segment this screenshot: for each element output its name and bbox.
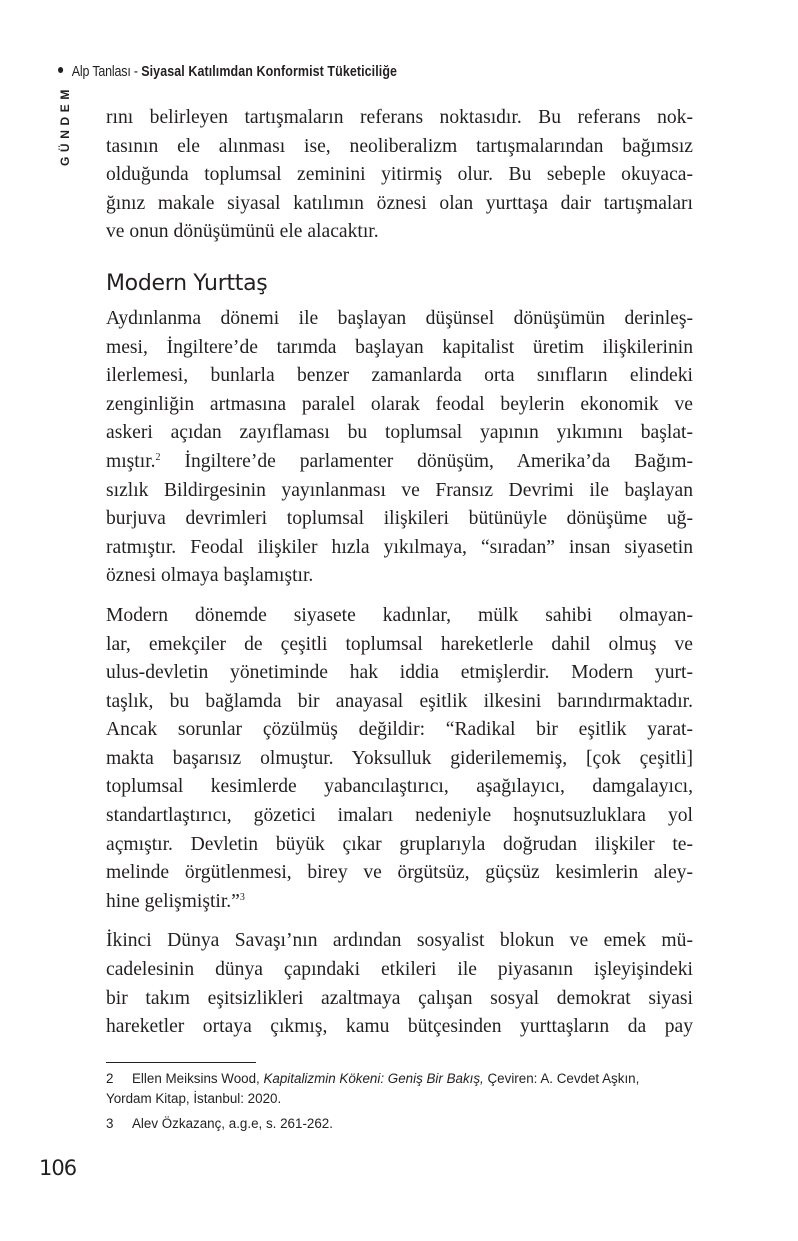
section-heading: Modern Yurttaş [106, 270, 268, 296]
footnote-number: 2 [106, 1071, 114, 1086]
footnote-ref-3[interactable]: 3 [239, 891, 245, 903]
text-line: zenginliğin artmasına paralel olarak feodal beylerin ekonomik ve [106, 393, 693, 415]
text-line: lar, emekçiler de çeşitli toplumsal hareketlerle dahil olmuş ve [106, 633, 693, 655]
text-line: ilerlemesi, bunlarla benzer zamanlarda orta sınıfların elindeki [106, 365, 693, 387]
footnote-divider [106, 1062, 256, 1063]
header-author: Alp Tanlası - [71, 64, 142, 80]
footnote-3 [106, 1114, 696, 1134]
text-line: toplumsal kesimlerde yabancılaştırıcı, aşağılayıcı, damgalayıcı, [106, 776, 693, 798]
text-line: açmıştır. Devletin büyük çıkar gruplarıyla doğrudan ilişkiler te- [106, 833, 693, 855]
text-line: cadelesinin dünya çapındaki etkileri ile piyasanın işleyişindeki [106, 959, 693, 981]
footnote-text: Alev Özkazanç, a.g.e, s. 261-262. [132, 1116, 333, 1131]
text-line: Ancak sorunlar çözülmüş değildir: “Radikal bir eşitlik yarat- [106, 719, 693, 741]
text-line: bir takım eşitsizlikleri azaltmaya çalışan sosyal demokrat siyasi [106, 987, 693, 1009]
page-number: 106 [39, 1156, 77, 1180]
footnote-text: Çeviren: A. Cevdet Aşkın, [483, 1071, 640, 1086]
footnote-book-title: Kapitalizmin Kökeni: Geniş Bir Bakış, [263, 1071, 484, 1086]
text-line: öznesi olmaya başlamıştır. [106, 565, 314, 587]
text-line: askeri açıdan zayıflaması bu toplumsal yapının yıkımını başlat- [106, 422, 693, 444]
text-line: ve onun dönüşümünü ele alacaktır. [106, 221, 379, 243]
footnote-ref-2[interactable]: 2 [155, 451, 161, 463]
text-line: Modern dönemde siyasete kadınlar, mülk sahibi olmayan- [106, 604, 693, 626]
text-line: Aydınlanma dönemi ile başlayan düşünsel dönüşümün derinleş- [106, 307, 693, 329]
text-line: tasının ele alınması ise, neoliberalizm tartışmalarından bağımsız [106, 135, 693, 157]
text-line: olduğunda toplumsal zeminini yitirmiş olur. Bu sebeple okuyaca- [106, 164, 693, 186]
text-line: sızlık Bildirgesinin yayınlanması ve Fransız Devrimi ile başlayan [106, 479, 693, 501]
text-line: hareketler ortaya çıkmış, kamu bütçesinden yurttaşların da pay [106, 1016, 693, 1038]
text-fragment: İngiltere’de parlamenter dönüşüm, Amerika’da Bağım- [160, 450, 693, 472]
paragraph-2 [106, 602, 693, 917]
bullet-icon [58, 67, 63, 73]
header-article-title: Siyasal Katılımdan Konformist Tüketiciliğe [141, 64, 398, 80]
footnote-2 [106, 1069, 696, 1108]
section-tab: GÜNDEM [58, 85, 72, 166]
footnote-text: Yordam Kitap, İstanbul: 2020. [106, 1090, 282, 1106]
text-line: standartlaştırıcı, gözetici imaları nedeniyle hoşnutsuzluklara yol [106, 805, 693, 827]
text-line: rını belirleyen tartışmaların referans noktasıdır. Bu referans nok- [106, 107, 693, 128]
paragraph-1 [106, 305, 693, 591]
text-line: mesi, İngiltere’de tarımda başlayan kapitalist üretim ilişkilerinin [106, 336, 693, 358]
text-line: melinde örgütlenmesi, birey ve örgütsüz, güçsüz kesimlerin aley- [106, 862, 693, 884]
text-line: ratmıştır. Feodal ilişkiler hızla yıkılmaya, “sıradan” insan siyasetin [106, 536, 693, 558]
text-line: burjuva devrimleri toplumsal ilişkileri bütünüyle dönüşüme uğ- [106, 508, 693, 530]
intro-paragraph [106, 104, 693, 247]
footnote-number: 3 [106, 1116, 114, 1131]
text-line: ulus-devletin yönetiminde hak iddia etmişlerdir. Modern yurt- [106, 662, 693, 684]
footnote-author: Ellen Meiksins Wood, [132, 1071, 264, 1086]
text-fragment: hine gelişmiştir.” [106, 890, 240, 912]
footnotes [106, 1069, 696, 1140]
text-line: İkinci Dünya Savaşı’nın ardından sosyalist blokun ve emek mü- [106, 930, 693, 952]
text-line: taşlık, bu bağlamda bir anayasal eşitlik ilkesini barındırmaktadır. [106, 690, 693, 712]
text-line: ğınız makale siyasal katılımın öznesi olan yurttaşa dair tartışmaları [106, 192, 693, 214]
text-line-with-footnote-ref [106, 888, 693, 917]
running-header [58, 64, 397, 80]
text-fragment: mıştır. [106, 450, 156, 472]
text-line: makta başarısız olmuştur. Yoksulluk giderilememiş, [çok çeşitli] [106, 747, 693, 769]
paragraph-3 [106, 927, 693, 1041]
page-content [106, 104, 693, 1053]
text-line-with-footnote-ref [106, 448, 693, 477]
